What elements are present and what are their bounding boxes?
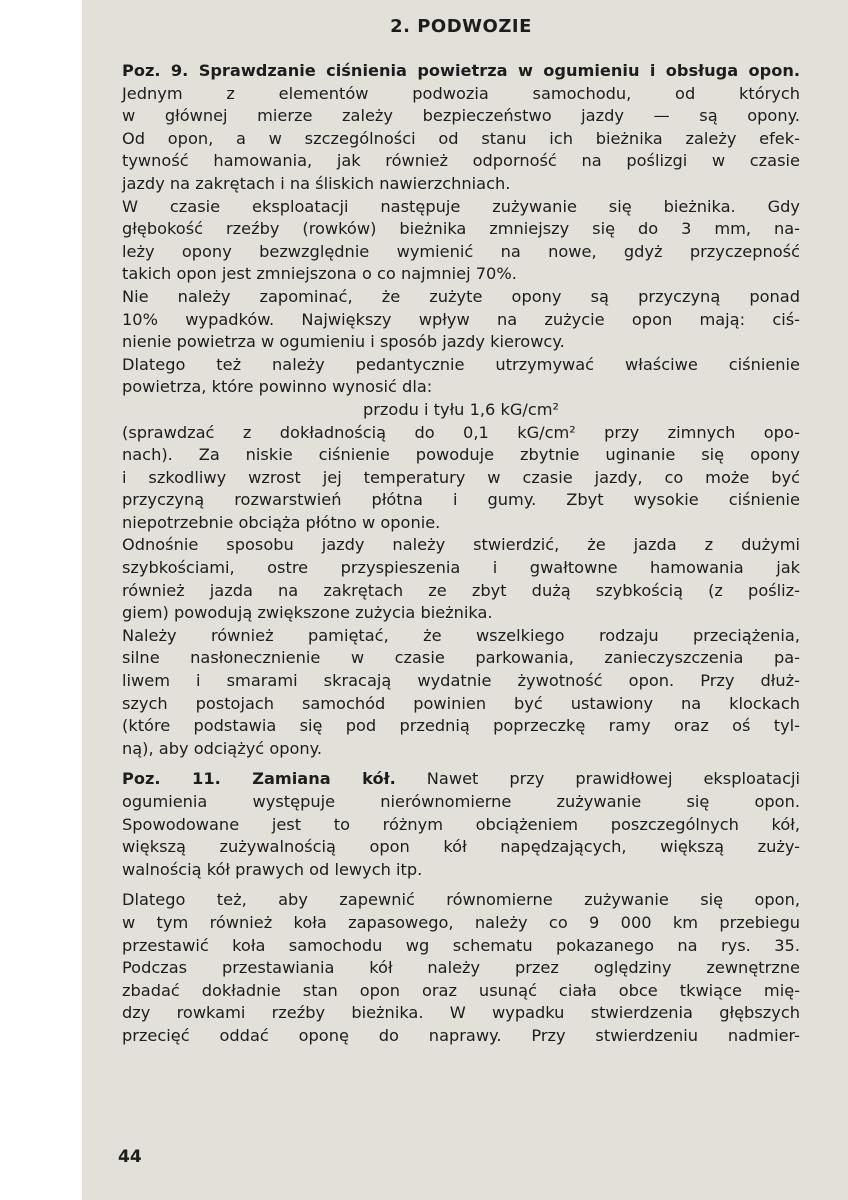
text-line: szych postojach samochód powinien być ustawiony na klockach — [122, 693, 800, 713]
text-line: ogumienia występuje nierównomierne zużywanie się opon. — [122, 792, 800, 811]
text-line: i szkodliwy wzrost jej temperatury w czasie jazdy, co może być — [122, 467, 800, 487]
text-line: powietrza, które powinno wynosić dla: — [122, 377, 433, 397]
text-line: zbadać dokładnie stan opon oraz usunąć ciała obce tkwiące mię- — [122, 980, 800, 1000]
section-header: 2. PODWOZIE — [390, 16, 532, 37]
text-line: Od opon, a w szczególności od stanu ich bieżnika zależy efek- — [122, 128, 800, 148]
text-line: przyczyną rozwarstwień płótna i gumy. Zbyt wysokie ciśnienie — [122, 490, 800, 510]
text-line: Dlatego też, aby zapewnić równomierne zużywanie się opon, — [122, 890, 800, 910]
book-page — [82, 0, 848, 1200]
section-11 — [122, 768, 800, 1047]
text-line: przestawić koła samochodu wg schematu pokazanego na rys. 35. — [122, 935, 800, 955]
text-line: walnością kół prawych od lewych itp. — [122, 859, 423, 879]
text-line: szybkościami, ostre przyspieszenia i gwałtowne hamowania jak — [122, 558, 800, 578]
text-line: Jednym z elementów podwozia samochodu, od których — [122, 83, 800, 103]
text-line: (które podstawia się pod przednią poprzeczkę ramy oraz oś tyl- — [122, 716, 800, 736]
text-line: (sprawdzać z dokładnością do 0,1 kG/cm² przy zimnych opo- — [122, 422, 800, 442]
paragraph-gap — [122, 760, 800, 768]
section-9-heading: Poz. 9. Sprawdzanie ciśnienia powietrza w ogumieniu i obsługa opon. — [122, 61, 800, 80]
text-line — [122, 768, 800, 791]
text-line: Podczas przestawiania kół należy przez oględziny zewnętrzne — [122, 958, 800, 978]
text-line: liwem i smarami skracają wydatnie żywotność opon. Przy dłuż- — [122, 671, 800, 691]
text-line: w tym również koła zapasowego, należy co 9 000 km przebiegu — [122, 912, 800, 932]
text-line: nach). Za niskie ciśnienie powoduje zbytnie uginanie się opony — [122, 445, 800, 465]
text-line: niepotrzebnie obciąża płótno w oponie. — [122, 512, 441, 532]
text-line: Nie należy zapominać, że zużyte opony są przyczyną ponad — [122, 286, 800, 306]
text-line: takich opon jest zmniejszona o co najmniej 70%. — [122, 264, 517, 284]
text-line: przecięć oddać oponę do naprawy. Przy stwierdzeniu nadmier- — [122, 1025, 800, 1045]
section-11-heading: Poz. 11. Zamiana kół. — [122, 769, 396, 789]
page-number: 44 — [118, 1147, 142, 1167]
text-line: głębokość rzeźby (rowków) bieżnika zmniejszy się do 3 mm, na- — [122, 219, 800, 239]
text-line: Spowodowane jest to różnym obciążeniem poszczególnych kół, — [122, 814, 800, 834]
text-line: Dlatego też należy pedantycznie utrzymywać właściwe ciśnienie — [122, 354, 800, 374]
section-11-first-text: Nawet przy prawidłowej eksploatacji — [426, 769, 800, 789]
page-body — [122, 60, 800, 1048]
text-line: leży opony bezwzględnie wymienić na nowe, gdyż przyczepność — [122, 241, 800, 261]
text-line: Należy również pamiętać, że wszelkiego rodzaju przeciążenia, — [122, 625, 800, 645]
text-line: giem) powodują zwiększone zużycia bieżnika. — [122, 603, 493, 623]
text-line: silne nasłonecznienie w czasie parkowania, zanieczyszczenia pa- — [122, 648, 800, 668]
text-line: w głównej mierze zależy bezpieczeństwo jazdy — są opony. — [122, 106, 800, 126]
paragraph-gap — [122, 881, 800, 889]
text-line: dzy rowkami rzeźby bieżnika. W wypadku stwierdzenia głębszych — [122, 1003, 800, 1023]
text-line: jazdy na zakrętach i na śliskich nawierzchniach. — [122, 173, 511, 193]
pressure-value-line: przodu i tyłu 1,6 kG/cm² — [362, 399, 559, 419]
text-line: również jazda na zakrętach ze zbyt dużą szybkością (z pośliz- — [122, 580, 800, 600]
section-9 — [122, 60, 800, 760]
text-line: W czasie eksploatacji następuje zużywanie się bieżnika. Gdy — [122, 196, 800, 216]
text-line: większą zużywalnością opon kół napędzających, większą zuży- — [122, 837, 800, 857]
text-line: Odnośnie sposobu jazdy należy stwierdzić, że jazda z dużymi — [122, 535, 800, 555]
text-line: ną), aby odciążyć opony. — [122, 738, 323, 758]
text-line: tywność hamowania, jak również odporność na poślizgi w czasie — [122, 151, 800, 171]
text-line: 10% wypadków. Największy wpływ na zużycie opon mają: ciś- — [122, 309, 800, 329]
text-line — [122, 60, 800, 83]
text-line: nienie powietrza w ogumieniu i sposób jazdy kierowcy. — [122, 332, 565, 352]
